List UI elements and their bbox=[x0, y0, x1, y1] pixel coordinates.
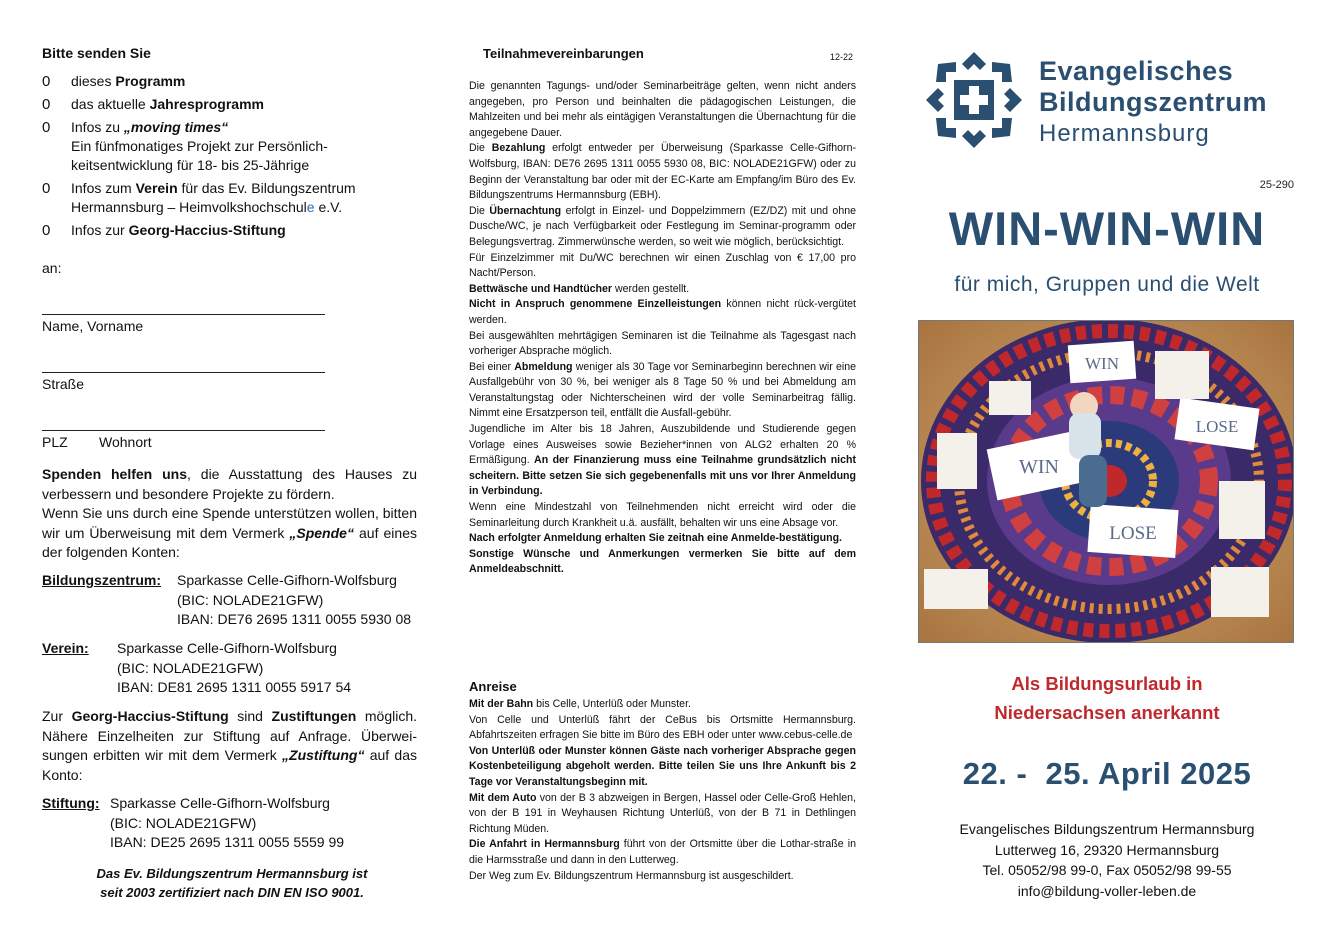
option-detail: Hermannsburg – Heimvolkshochschul bbox=[71, 199, 307, 215]
option-text: dieses bbox=[71, 73, 116, 89]
donation-text: auf eines der folgenden Konten: bbox=[42, 524, 417, 560]
name-input-line[interactable] bbox=[42, 314, 325, 315]
logo-line-2: Bildungszentrum bbox=[1039, 87, 1267, 117]
recognition-line: Niedersachsen anerkannt bbox=[994, 702, 1220, 723]
bank-name: Sparkasse Celle-Gifhorn-Wolfsburg bbox=[117, 640, 337, 656]
terms-para: Jugendliche im Alter bis 18 Jahren, Auszubildende und Studierende gegen Vorlage eines Ausweises sowie Bezieher*innen von ALG2 erhalten 20 % Ermäßigung. An der Finanzierung muss eine Teilnahme grundsätzlich nicht scheitern. Bitte setzen Sie sich gegebenenfalls mit uns vor Ihrer Anmeldung in Verbindung. bbox=[469, 423, 856, 498]
stiftung-text: möglich. Nähere Einzelheiten zur Stiftung auf Anfrage. Überwei-sungen erbitten wir mit dem Vermerk bbox=[42, 708, 417, 763]
card-lose-bottom bbox=[1087, 504, 1178, 558]
terms-para: Bei ausgewählten mehrtägigen Seminaren ist die Teilnahme als Tagesgast nach vorheriger Absprache möglich. bbox=[469, 329, 856, 358]
svg-text:WIN: WIN bbox=[1019, 456, 1059, 478]
account-label: Bildungszentrum: bbox=[42, 572, 161, 588]
option-stiftung[interactable] bbox=[42, 221, 420, 240]
option-bold: Verein bbox=[135, 180, 178, 196]
right-column bbox=[918, 0, 1296, 943]
bank-iban: IBAN: DE25 2695 1311 0055 5559 99 bbox=[110, 834, 345, 850]
bank-name: Sparkasse Celle-Gifhorn-Wolfsburg bbox=[110, 795, 330, 811]
checkbox-marker[interactable]: 0 bbox=[42, 222, 51, 239]
logo-wordmark bbox=[1039, 56, 1267, 149]
card-win-top bbox=[1068, 341, 1136, 384]
option-detail: keitsentwicklung für 18- bis 25-Jährige bbox=[71, 157, 310, 173]
address-line: Lutterweg 16, 29320 Hermannsburg bbox=[994, 841, 1220, 858]
svg-text:LOSE: LOSE bbox=[1109, 523, 1157, 544]
event-code: 25-290 bbox=[1259, 179, 1294, 191]
zustiftung-marker: „Zustiftung“ bbox=[282, 747, 365, 763]
checkbox-marker[interactable]: 0 bbox=[42, 73, 51, 90]
terms-body bbox=[469, 79, 856, 578]
anreise-para: Von Celle und Unterlüß fährt der CeBus bis Ortsmitte Hermannsburg. Abfahrtszeiten erfragen Sie bitte im Büro des EBH oder unter www.cebus-celle.de bbox=[469, 713, 856, 742]
name-field-label: Name, Vorname bbox=[42, 318, 144, 334]
account-stiftung bbox=[42, 794, 420, 853]
bank-bic: (BIC: NOLADE21GFW) bbox=[110, 814, 257, 831]
mandala-photo bbox=[918, 320, 1294, 643]
terms-para: Nach erfolgter Anmeldung erhalten Sie zeitnah eine Anmelde-bestätigung. bbox=[469, 532, 842, 545]
checkbox-marker[interactable]: 0 bbox=[42, 180, 51, 197]
terms-para: Nicht in Anspruch genommene Einzelleistungen können nicht rück-vergütet werden. bbox=[469, 298, 856, 326]
event-subtitle: für mich, Gruppen und die Welt bbox=[954, 273, 1260, 296]
phone-line: Tel. 05052/98 99-0, Fax 05052/98 99-55 bbox=[982, 862, 1232, 878]
logo-line-3: Hermannsburg bbox=[1039, 120, 1210, 147]
anreise-para: Von Unterlüß oder Munster können Gäste nach vorheriger Absprache gegen Kostenbeteiligung abgeholt werden. Bitte teilen Sie uns Ihre Ankunft bis 2 Tage vor Veranstaltungsbeginn mit. bbox=[469, 744, 856, 788]
account-label: Verein: bbox=[42, 640, 89, 656]
anreise-title: Anreise bbox=[469, 679, 517, 694]
anreise-para: Mit dem Auto von der B 3 abzweigen in Bergen, Hassel oder Celle-Groß Hehlen, von der B 191 in Weyhausen Richtung Unterlüß, von der B 71 in Dethlingen Richtung Müden. bbox=[469, 791, 856, 835]
cert-line: Das Ev. Bildungszentrum Hermannsburg ist bbox=[96, 866, 368, 881]
option-verein[interactable] bbox=[42, 179, 420, 217]
bank-bic: (BIC: NOLADE21GFW) bbox=[117, 659, 264, 676]
terms-para: Bettwäsche und Handtücher werden gestellt. bbox=[469, 282, 690, 295]
spende-marker: „Spende“ bbox=[289, 524, 354, 541]
stiftung-text: auf das Konto: bbox=[42, 747, 417, 783]
middle-column bbox=[469, 0, 857, 943]
city-field-label: Wohnort bbox=[99, 434, 152, 450]
terms-para: Die genannten Tagungs- und/oder Seminarbeiträge gelten, wenn nicht anders angegeben, pro Person und beinhalten die pädagogischen Leistungen, die Mahlzeiten und bei mehr als eintägigen Veranstaltungen die Übernachtung für die angegebene Dauer. bbox=[469, 80, 856, 139]
option-text: Infos zum bbox=[71, 180, 136, 196]
donation-paragraph bbox=[42, 465, 417, 563]
bank-iban: IBAN: DE76 2695 1311 0055 5930 08 bbox=[177, 611, 412, 627]
option-text: für das Ev. Bildungszentrum bbox=[177, 180, 356, 196]
anreise-para: Der Weg zum Ev. Bildungszentrum Hermannsburg ist ausgeschildert. bbox=[469, 869, 794, 882]
logo-line-1: Evangelisches bbox=[1039, 56, 1234, 86]
option-jahresprogramm[interactable] bbox=[42, 95, 420, 114]
terms-para: Die Bezahlung erfolgt entweder per Überweisung (Sparkasse Celle-Gifhorn-Wolfsburg, IBAN: DE76 2695 1311 0055 5930 08, BIC: NOLADE21GFW) oder zu Beginn der Veranstaltung bar oder mit der EC-Karte am Empfang/im Büro des Ev. Bildungszentrums Hermannsburg (EBH). bbox=[469, 142, 856, 202]
option-programm[interactable] bbox=[42, 72, 420, 91]
stiftung-text: sind bbox=[228, 708, 272, 724]
certification-note bbox=[42, 864, 422, 902]
street-input-line[interactable] bbox=[42, 372, 325, 373]
mandala-illustration bbox=[919, 321, 1294, 643]
left-column bbox=[42, 0, 420, 943]
city-input-line[interactable] bbox=[42, 430, 325, 431]
address-to-label: an: bbox=[42, 260, 62, 276]
option-bold-italic: „moving times“ bbox=[123, 119, 229, 135]
option-detail: Ein fünfmonatiges Projekt zur Persönlich- bbox=[71, 138, 328, 154]
svg-text:WIN: WIN bbox=[1085, 354, 1119, 373]
stiftung-bold: Georg-Haccius-Stiftung bbox=[71, 708, 229, 724]
send-heading: Bitte senden Sie bbox=[42, 45, 151, 61]
terms-title: Teilnahmevereinbarungen bbox=[483, 46, 644, 61]
option-bold: Georg-Haccius-Stiftung bbox=[128, 222, 286, 238]
option-moving-times[interactable] bbox=[42, 118, 420, 175]
terms-code: 12-22 bbox=[829, 52, 853, 62]
donation-bold: Spenden helfen uns bbox=[42, 466, 188, 482]
bank-bic: (BIC: NOLADE21GFW) bbox=[177, 591, 324, 608]
account-bildungszentrum bbox=[42, 571, 420, 630]
checkbox-marker[interactable]: 0 bbox=[42, 119, 51, 136]
option-bold: Jahresprogramm bbox=[149, 96, 264, 112]
street-field-label: Straße bbox=[42, 376, 85, 392]
terms-para: Wenn eine Mindestzahl von Teilnehmenden nicht erreicht wird oder die Seminarleitung durch Krankheit u.ä. ausfällt, behalten wir uns eine Absage vor. bbox=[469, 501, 856, 529]
terms-para: Sonstige Wünsche und Anmerkungen vermerken Sie bitte auf dem Anmeldeabschnitt. bbox=[469, 547, 856, 576]
bank-iban: IBAN: DE81 2695 1311 0055 5917 54 bbox=[117, 679, 352, 695]
options-list bbox=[42, 72, 420, 244]
option-text: das aktuelle bbox=[71, 96, 150, 112]
recognition-note bbox=[918, 669, 1296, 727]
donation-text: , die Ausstattung des Hauses zu verbessern und besondere Projekte zu fördern. bbox=[42, 466, 418, 502]
account-verein bbox=[42, 639, 420, 698]
anreise-para: Mit der Bahn bis Celle, Unterlüß oder Munster. bbox=[469, 698, 691, 710]
checkbox-marker[interactable]: 0 bbox=[42, 96, 51, 113]
plz-field-label: PLZ bbox=[42, 434, 68, 450]
svg-text:LOSE: LOSE bbox=[1195, 417, 1239, 436]
terms-para: Die Übernachtung erfolgt in Einzel- und Doppelzimmern (EZ/DZ) mit und ohne Dusche/WC, je nach Verfügbarkeit oder Festlegung im Seminar-programm oder Belegungsvertrag. Zimmerwünsche werden, so weit wie möglich, berücksichtigt. bbox=[469, 204, 856, 248]
account-label: Stiftung: bbox=[42, 795, 100, 811]
option-detail-accent: e bbox=[306, 199, 315, 215]
terms-para: Bei einer Abmeldung weniger als 30 Tage vor Seminarbeginn berechnen wir eine Ausfallgebühr von 30 %, bei weniger als 8 Tage 50 % und bei Abmeldung am Veranstaltungstag oder Nichterscheinen wird der volle Seminarbeitrag fällig. Nimmt eine Ersatzperson teil, entfällt die Ausfall-gebühr. bbox=[469, 360, 856, 420]
recognition-line: Als Bildungsurlaub in bbox=[1011, 673, 1203, 694]
donation-text: Wenn Sie uns durch eine Spende unterstützen wollen, bitten wir um Überweisung mit dem Vermerk bbox=[42, 505, 417, 541]
ebh-logo bbox=[924, 50, 1296, 150]
stiftung-bold: Zustiftungen bbox=[271, 708, 357, 724]
email-link[interactable]: info@bildung-voller-leben.de bbox=[1017, 882, 1197, 899]
stiftung-paragraph bbox=[42, 707, 417, 785]
cross-emblem-icon bbox=[924, 50, 1024, 150]
anreise-para: Die Anfahrt in Hermannsburg führt von der Ortsmitte über die Lothar-straße in die Harmsstraße und dann in den Lutterweg. bbox=[469, 838, 856, 866]
option-text: Infos zur bbox=[71, 222, 129, 238]
anreise-body bbox=[469, 697, 856, 884]
bank-name: Sparkasse Celle-Gifhorn-Wolfsburg bbox=[177, 572, 397, 588]
event-date: 22. - 25. April 2025 bbox=[962, 756, 1252, 791]
cert-line: seit 2003 zertifiziert nach DIN EN ISO 9001. bbox=[100, 885, 364, 900]
stiftung-text: Zur bbox=[42, 708, 72, 724]
option-text: Infos zu bbox=[71, 119, 124, 135]
option-detail: e.V. bbox=[314, 199, 343, 215]
event-title: WIN-WIN-WIN bbox=[948, 202, 1266, 255]
terms-para: Für Einzelzimmer mit Du/WC berechnen wir einen Zuschlag von € 17,00 pro Nacht/Person. bbox=[469, 251, 856, 280]
contact-address bbox=[918, 819, 1296, 901]
option-bold: Programm bbox=[115, 73, 186, 89]
address-line: Evangelisches Bildungszentrum Hermannsburg bbox=[959, 821, 1255, 837]
